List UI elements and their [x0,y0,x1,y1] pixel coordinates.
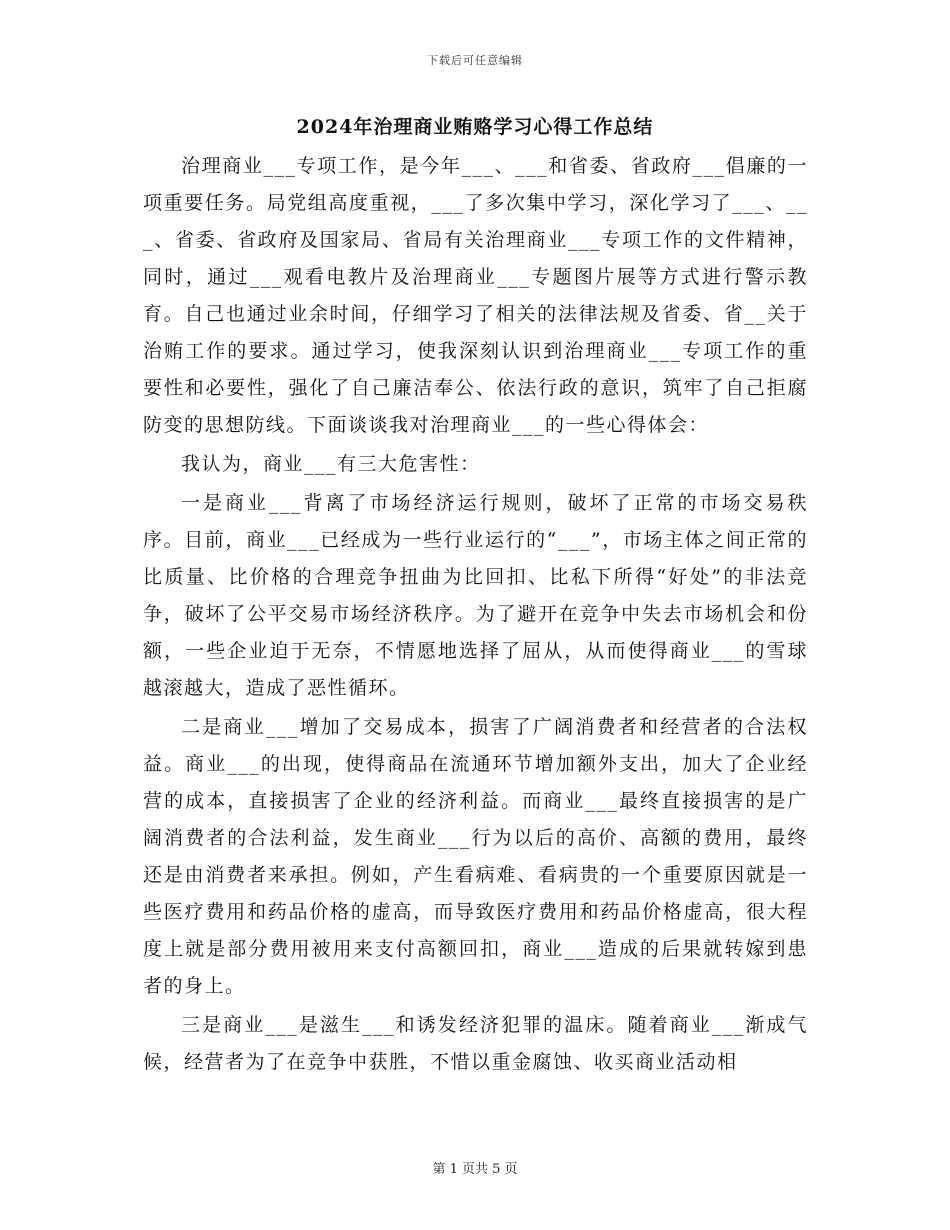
paragraph: 一是商业___背离了市场经济运行规则，破坏了正常的市场交易秩序。目前，商业___已经成为一些行业运行的“___”，市场主体之间正常的比质量、比价格的合理竞争扭曲为比回扣、比私下所得“好处”的非法竞争，破坏了公平交易市场经济秩序。为了避开在竞争中失去市场机会和份额，一些企业迫于无奈，不情愿地选择了屈从，从而使得商业___的雪球越滚越大，造成了恶性循环。 [143,492,808,699]
document-body [143,148,808,1083]
paragraph: 二是商业___增加了交易成本，损害了广阔消费者和经营者的合法权益。商业___的出现，使得商品在流通环节增加额外支出，加大了企业经营的成本，直接损害了企业的经济利益。而商业___最终直接损害的是广阔消费者的合法利益，发生商业___行为以后的高价、高额的费用，最终还是由消费者来承担。例如，产生看病难、看病贵的一个重要原因就是一些医疗费用和药品价格的虚高，而导致医疗费用和药品价格虚高，很大程度上就是部分费用被用来支付高额回扣，商业___造成的后果就转嫁到患者的身上。 [143,716,808,997]
paragraph: 我认为，商业___有三大危害性： [181,453,481,475]
page-number: 第 1 页共 5 页 [432,1162,518,1177]
document-title: 2024年治理商业贿赂学习心得工作总结 [296,116,654,138]
paragraph: 三是商业___是滋生___和诱发经济犯罪的温床。随着商业___渐成气候，经营者为了在竞争中获胜，不惜以重金腐蚀、收买商业活动相 [143,1014,808,1073]
paragraph: 治理商业___专项工作，是今年___、___和省委、省政府___倡廉的一项重要任务。局党组高度重视，___了多次集中学习，深化学习了___、___、省委、省政府及国家局、省局有关治理商业___专项工作的文件精神，同时，通过___观看电教片及治理商业___专题图片展等方式进行警示教育。自己也通过业余时间，仔细学习了相关的法律法规及省委、省__关于治贿工作的要求。通过学习，使我深刻认识到治理商业___专项工作的重要性和必要性，强化了自己廉洁奉公、依法行政的意识，筑牢了自己拒腐防变的思想防线。下面谈谈我对治理商业___的一些心得体会： [143,155,808,436]
page-header-note: 下载后可任意编辑 [427,54,523,67]
